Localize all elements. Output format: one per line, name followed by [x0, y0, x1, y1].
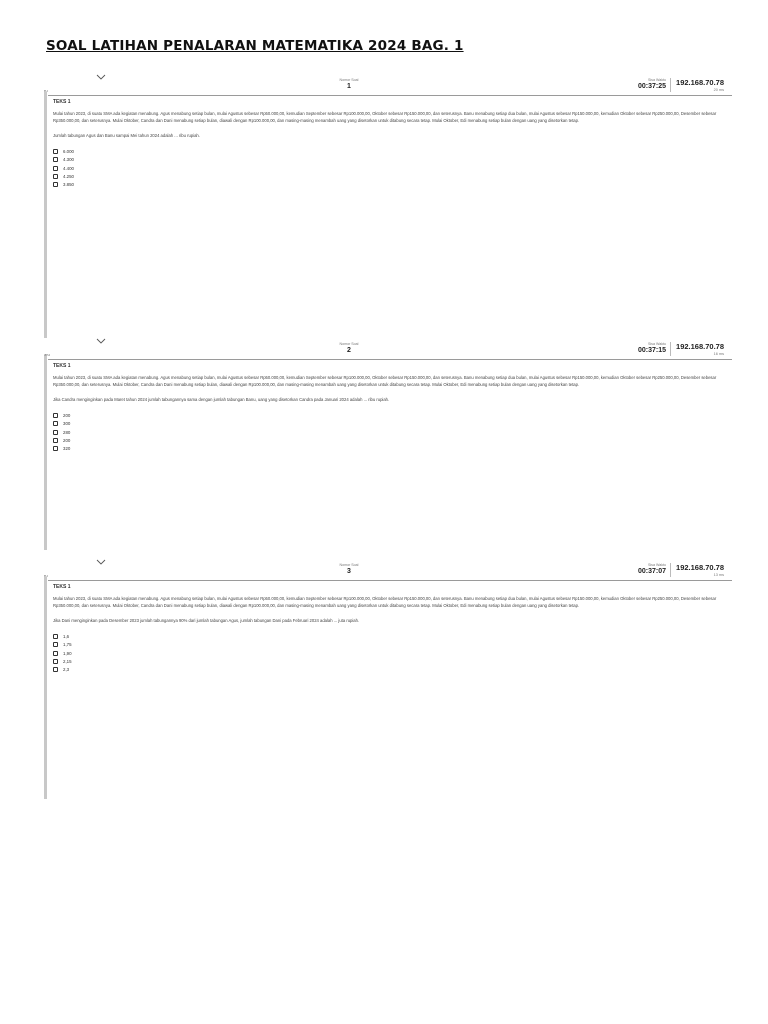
answer-option[interactable]: [53, 412, 728, 420]
option-label: 2,3: [63, 666, 70, 672]
question-number-label: Nomor Soal: [339, 563, 359, 567]
answer-option[interactable]: [53, 633, 728, 641]
checkbox[interactable]: [53, 430, 58, 435]
answer-option[interactable]: [53, 420, 728, 428]
answer-option[interactable]: [53, 436, 728, 444]
passage-text: Mulai tahun 2023, di suatu SMA ada kegiatan menabung. Agus menabung setiap bulan, mulai Agustus sebesar Rp50.000,00, kemudian September sebesar Rp100.000,00, Oktober sebesar Rp150.000,00, dan seterusnya. Banu menabung setiap dua bulan, mulai Agustus sebesar Rp150.000,00, kemudian Oktober sebesar Rp250.000,00, Desember sebesar Rp350.000,00, dan seterusnya. Mulai Oktober, Candra dan Dani menabung setiap bulan, diawali dengan Rp100.000,00, dan masing-masing menambah uang yang disetorkan untuk ditabung secara tetap. Mulai Oktober, Edi menabung setiap bulan dengan uang yang disetorkan tetap.: [53, 375, 717, 387]
option-label: 4.400: [63, 165, 74, 171]
checkbox[interactable]: [53, 413, 58, 418]
latency: 13 ms: [713, 573, 724, 577]
option-label: 4.250: [63, 173, 74, 179]
option-label: 4.300: [63, 157, 74, 163]
left-scrollbar[interactable]: [44, 577, 47, 799]
checkbox[interactable]: [53, 157, 58, 162]
cut-label: ru: [44, 573, 48, 578]
latency: 16 ms: [713, 352, 724, 356]
question-number: 1: [347, 83, 351, 90]
ip-address: 192.168.70.78: [676, 78, 724, 87]
header-divider: [48, 359, 732, 360]
text-label: TEKS 1: [53, 363, 71, 369]
answer-option[interactable]: [53, 180, 728, 188]
text-label: TEKS 1: [53, 584, 71, 590]
option-label: 280: [63, 429, 71, 435]
checkbox[interactable]: [53, 166, 58, 171]
question-screenshot-2: [44, 340, 732, 550]
connection-block: [670, 563, 724, 577]
timer-label: Sisa Waktu: [647, 342, 666, 346]
option-label: 1,6: [63, 634, 70, 640]
checkbox[interactable]: [53, 659, 58, 664]
header-divider: [48, 95, 732, 96]
option-label: 200: [63, 437, 71, 443]
answer-option[interactable]: [53, 665, 728, 673]
answer-option[interactable]: [53, 164, 728, 172]
question-number-label: Nomor Soal: [339, 78, 359, 82]
chevron-down-icon[interactable]: [96, 559, 106, 565]
answer-option[interactable]: [53, 641, 728, 649]
chevron-down-icon[interactable]: [96, 338, 106, 344]
connection-block: [670, 78, 724, 92]
checkbox[interactable]: [53, 642, 58, 647]
option-label: 200: [63, 413, 71, 419]
question-number: 3: [347, 568, 351, 575]
checkbox[interactable]: [53, 667, 58, 672]
answer-option[interactable]: [53, 148, 728, 156]
timer-block: [638, 342, 666, 354]
question-text: Jika Dani menginginkan pada Desember 2023 jumlah tabungannya 90% dari jumlah tabungan Agus, jumlah tabungan Dani pada Februari 2024 adalah ... juta rupiah.: [53, 618, 360, 624]
chevron-down-icon[interactable]: [96, 74, 106, 80]
checkbox[interactable]: [53, 174, 58, 179]
question-content: [53, 363, 728, 452]
left-scrollbar[interactable]: [44, 356, 47, 550]
question-screenshot-3: [44, 561, 732, 799]
question-content: [53, 99, 728, 188]
answer-option[interactable]: [53, 657, 728, 665]
answer-option[interactable]: [53, 428, 728, 436]
text-label: TEKS 1: [53, 99, 71, 105]
ip-address: 192.168.70.78: [676, 342, 724, 351]
option-label: 300: [63, 421, 71, 427]
answer-option[interactable]: [53, 444, 728, 452]
header-divider: [48, 580, 732, 581]
checkbox[interactable]: [53, 446, 58, 451]
checkbox[interactable]: [53, 634, 58, 639]
checkbox[interactable]: [53, 182, 58, 187]
connection-block: [670, 342, 724, 356]
document-title: SOAL LATIHAN PENALARAN MATEMATIKA 2024 BAG. 1: [46, 38, 464, 54]
answer-option[interactable]: [53, 172, 728, 180]
option-label: 320: [63, 445, 71, 451]
timer-label: Sisa Waktu: [647, 563, 666, 567]
answer-options: [53, 148, 728, 188]
cut-label: aru: [44, 352, 50, 357]
timer-block: [638, 563, 666, 575]
cut-label: ru: [44, 88, 48, 93]
checkbox[interactable]: [53, 438, 58, 443]
option-label: 1,75: [63, 642, 72, 648]
option-label: 1,90: [63, 650, 72, 656]
timer-value: 00:37:07: [637, 568, 666, 575]
question-number-block: [314, 563, 384, 575]
passage-text: Mulai tahun 2023, di suatu SMA ada kegiatan menabung. Agus menabung setiap bulan, mulai Agustus sebesar Rp50.000,00, kemudian September sebesar Rp100.000,00, Oktober sebesar Rp150.000,00, dan seterusnya. Banu menabung setiap dua bulan, mulai Agustus sebesar Rp150.000,00, kemudian Oktober sebesar Rp250.000,00, Desember sebesar Rp350.000,00, dan seterusnya. Mulai Oktober, Candra dan Dani menabung setiap bulan, diawali dengan Rp100.000,00, dan masing-masing menambah uang yang disetorkan untuk ditabung secara tetap. Mulai Oktober, Edi menabung setiap bulan dengan uang yang disetorkan tetap.: [53, 596, 717, 608]
question-number-block: [314, 78, 384, 90]
answer-options: [53, 633, 728, 673]
option-label: 6.000: [63, 149, 74, 155]
question-text: Jumlah tabungan Agus dan Banu sampai Mei tahun 2024 adalah ... ribu rupiah.: [53, 133, 200, 139]
question-text: Jika Candra menginginkan pada Maret tahun 2024 jumlah tabungannya sama dengan jumlah tabungan Banu, uang yang disetorkan Candra pada Januari 2024 adalah ... ribu rupiah.: [53, 397, 390, 403]
option-label: 3.850: [63, 181, 74, 187]
timer-value: 00:37:25: [637, 83, 666, 90]
ip-address: 192.168.70.78: [676, 563, 724, 572]
checkbox[interactable]: [53, 651, 58, 656]
question-number: 2: [347, 347, 351, 354]
left-scrollbar[interactable]: [44, 92, 47, 338]
answer-option[interactable]: [53, 649, 728, 657]
timer-block: [638, 78, 666, 90]
timer-label: Sisa Waktu: [647, 78, 666, 82]
question-number-block: [314, 342, 384, 354]
checkbox[interactable]: [53, 421, 58, 426]
question-screenshot-1: [44, 76, 732, 338]
latency: 20 ms: [713, 88, 724, 92]
answer-option[interactable]: [53, 156, 728, 164]
answer-options: [53, 412, 728, 452]
question-content: [53, 584, 728, 673]
passage-text: Mulai tahun 2023, di suatu SMA ada kegiatan menabung. Agus menabung setiap bulan, mulai Agustus sebesar Rp50.000,00, kemudian September sebesar Rp100.000,00, Oktober sebesar Rp150.000,00, dan seterusnya. Banu menabung setiap dua bulan, mulai Agustus sebesar Rp150.000,00, kemudian Oktober sebesar Rp250.000,00, Desember sebesar Rp350.000,00, dan seterusnya. Mulai Oktober, Candra dan Dani menabung setiap bulan, diawali dengan Rp100.000,00, dan masing-masing menambah uang yang disetorkan untuk ditabung secara tetap. Mulai Oktober, Edi menabung setiap bulan dengan uang yang disetorkan tetap.: [53, 111, 717, 123]
timer-value: 00:37:15: [637, 347, 666, 354]
option-label: 2,15: [63, 658, 72, 664]
checkbox[interactable]: [53, 149, 58, 154]
question-number-label: Nomor Soal: [339, 342, 359, 346]
